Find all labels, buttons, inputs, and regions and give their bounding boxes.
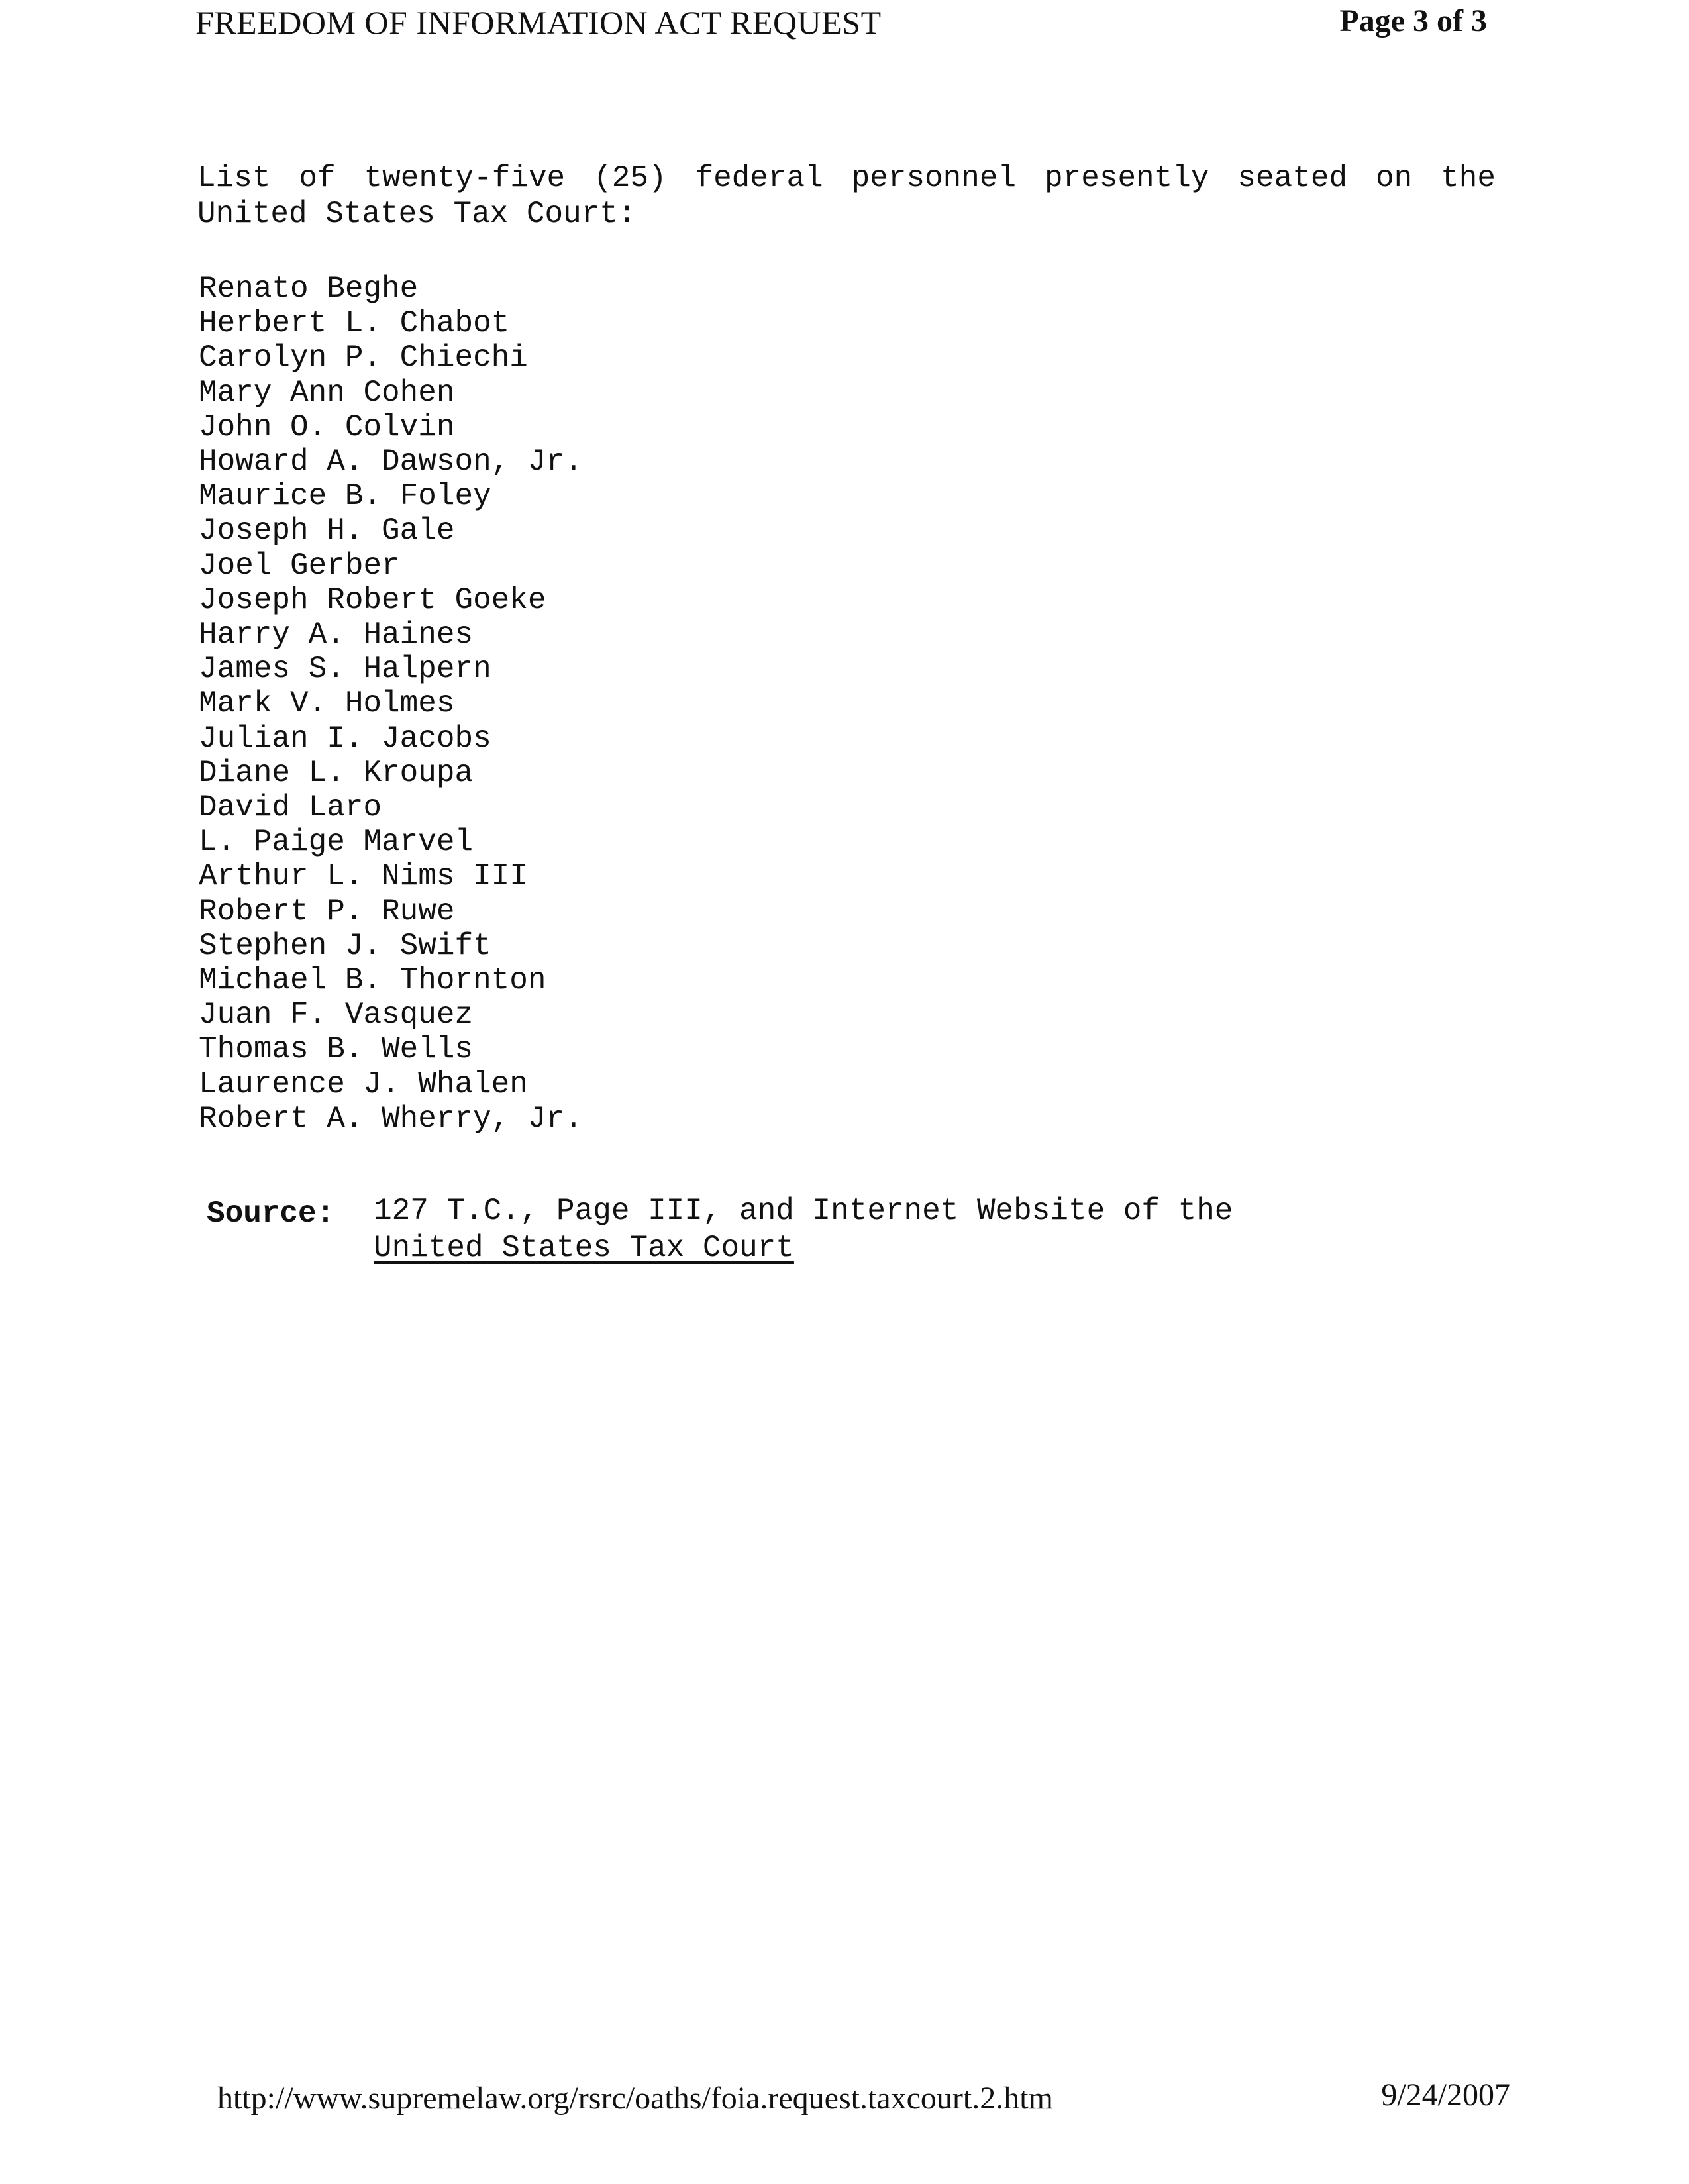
intro-word: twenty-five bbox=[364, 161, 566, 195]
list-item: David Laro bbox=[199, 790, 382, 825]
list-item: Robert A. Wherry, Jr. bbox=[199, 1101, 583, 1136]
list-item: Arthur L. Nims III bbox=[199, 859, 528, 894]
intro-word: on bbox=[1376, 161, 1413, 195]
list-item: Thomas B. Wells bbox=[199, 1032, 474, 1067]
list-item: Howard A. Dawson, Jr. bbox=[199, 444, 583, 480]
intro-word: the bbox=[1441, 161, 1496, 195]
footer-url: http://www.supremelaw.org/rsrc/oaths/foia.request.taxcourt.2.htm bbox=[217, 2081, 1053, 2116]
intro-word: seated bbox=[1237, 161, 1348, 195]
list-item: Herbert L. Chabot bbox=[199, 306, 510, 341]
list-item: Mary Ann Cohen bbox=[199, 375, 455, 410]
intro-word: List bbox=[197, 161, 271, 195]
intro-word: (25) bbox=[593, 161, 667, 195]
list-item: Renato Beghe bbox=[199, 272, 419, 306]
list-item: Mark V. Holmes bbox=[199, 686, 455, 721]
intro-word: federal bbox=[695, 161, 823, 195]
list-item: Harry A. Haines bbox=[199, 617, 474, 652]
intro-word: personnel bbox=[851, 161, 1017, 195]
list-item: Joseph Robert Goeke bbox=[199, 582, 546, 617]
list-item: Juan F. Vasquez bbox=[199, 998, 474, 1033]
list-item: Laurence J. Whalen bbox=[199, 1066, 528, 1102]
source-text: 127 T.C., Page III, and Internet Website of the bbox=[374, 1194, 1233, 1228]
list-item: Robert P. Ruwe bbox=[199, 894, 455, 929]
list-item: Stephen J. Swift bbox=[199, 928, 491, 963]
list-item: Michael B. Thornton bbox=[199, 963, 546, 998]
list-item: Maurice B. Foley bbox=[199, 479, 491, 514]
intro-line-2: United States Tax Court: bbox=[197, 197, 637, 231]
document-header-title: FREEDOM OF INFORMATION ACT REQUEST bbox=[195, 4, 882, 41]
page-number: Page 3 of 3 bbox=[1339, 3, 1487, 38]
list-item: Joel Gerber bbox=[199, 548, 400, 583]
list-item: L. Paige Marvel bbox=[199, 825, 474, 860]
intro-paragraph bbox=[197, 160, 1496, 232]
list-item: Joseph H. Gale bbox=[199, 513, 455, 548]
list-item: Carolyn P. Chiechi bbox=[199, 340, 528, 376]
list-item: John O. Colvin bbox=[199, 409, 455, 444]
list-item: Diane L. Kroupa bbox=[199, 755, 474, 790]
personnel-list bbox=[199, 272, 583, 1136]
source-link[interactable]: United States Tax Court bbox=[374, 1231, 794, 1265]
list-item: Julian I. Jacobs bbox=[199, 721, 491, 756]
intro-word: presently bbox=[1045, 161, 1209, 195]
list-item: James S. Halpern bbox=[199, 652, 491, 687]
intro-word: of bbox=[299, 161, 336, 195]
source-label: Source: bbox=[207, 1196, 335, 1231]
footer-date: 9/24/2007 bbox=[1381, 2077, 1510, 2112]
intro-line-1 bbox=[197, 160, 1496, 196]
